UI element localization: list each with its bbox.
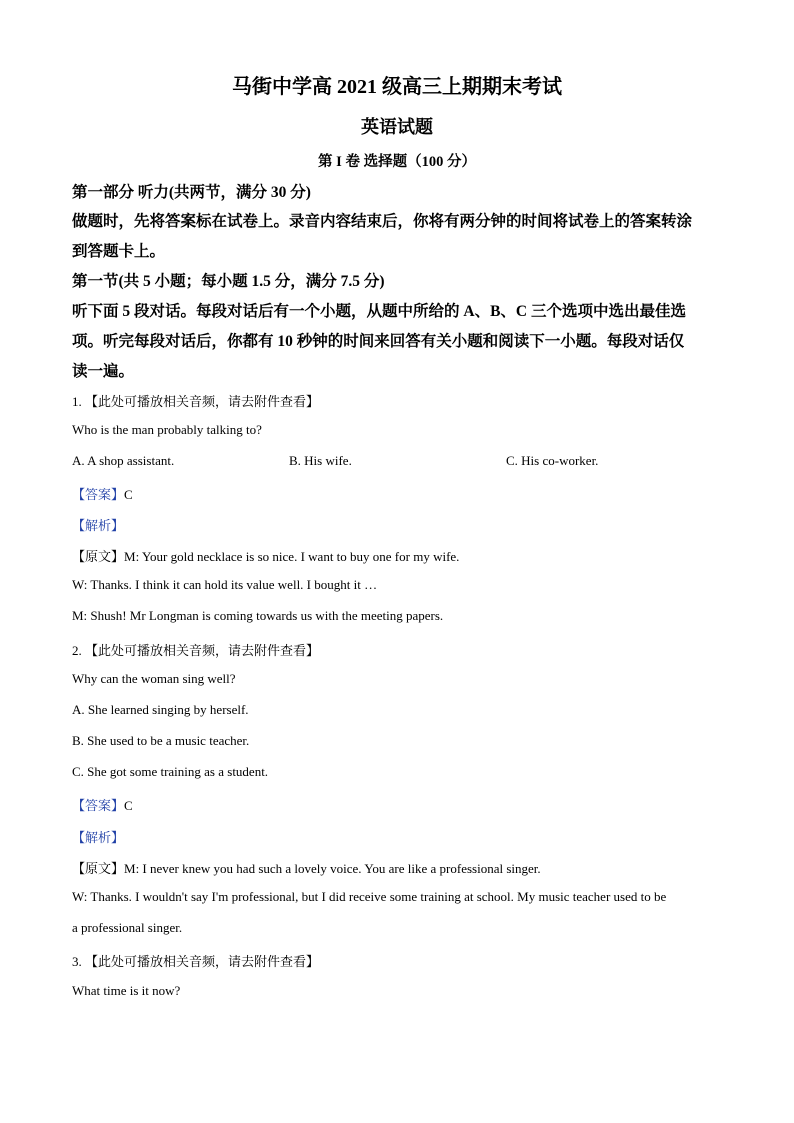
part1-heading: 第一部分 听力(共两节，满分 30 分) xyxy=(72,184,311,201)
q2-option-c: C. She got some training as a student. xyxy=(72,764,269,779)
q3-audio-header: 3. 【此处可播放相关音频，请去附件查看】 xyxy=(72,954,320,969)
q2-option-b: B. She used to be a music teacher. xyxy=(72,733,250,748)
section1-line-1: 听下面 5 段对话。每段对话后有一个小题，从题中所给的 A、B、C 三个选项中选出最佳选 xyxy=(72,303,686,320)
q1-transcript-line-3: M: Shush! Mr Longman is coming towards us with the meeting papers. xyxy=(72,608,444,623)
q1-answer xyxy=(72,484,742,503)
q1-option-c: C. His co-worker. xyxy=(506,453,599,468)
volume-heading: 第 I 卷 选择题（100 分） xyxy=(318,154,476,170)
q2-analysis-tag: 【解析】 xyxy=(72,830,125,845)
section1-line-3: 读一遍。 xyxy=(72,363,135,380)
q1-option-a: A. A shop assistant. xyxy=(72,453,175,468)
answer-tag: 【答案】 xyxy=(72,487,125,502)
q2-option-a: A. She learned singing by herself. xyxy=(72,702,249,717)
section1-heading: 第一节(共 5 小题；每小题 1.5 分，满分 7.5 分) xyxy=(72,273,385,290)
q1-audio-header: 1. 【此处可播放相关音频，请去附件查看】 xyxy=(72,394,320,409)
q1-transcript-line-2: W: Thanks. I think it can hold its value well. I bought it … xyxy=(72,577,378,592)
q2-answer xyxy=(72,795,742,814)
q2-transcript-line-2: W: Thanks. I wouldn't say I'm professional, but I did receive some training at school. My music teacher used to be xyxy=(72,889,667,904)
q1-transcript-text-1: M: Your gold necklace is so nice. I want to buy one for my wife. xyxy=(124,549,460,564)
q1-question: Who is the man probably talking to? xyxy=(72,422,262,437)
q1-answer-value: C xyxy=(124,487,133,502)
q2-transcript-line-1 xyxy=(72,858,742,877)
original-tag: 【原文】 xyxy=(72,549,125,564)
q1-option-b: B. His wife. xyxy=(289,453,352,468)
exam-title: 马街中学高 2021 级高三上期期末考试 xyxy=(232,76,562,98)
q3-question: What time is it now? xyxy=(72,983,181,998)
q2-transcript-text-1: M: I never knew you had such a lovely voice. You are like a professional singer. xyxy=(124,861,541,876)
exam-subtitle: 英语试题 xyxy=(361,117,433,137)
original-tag: 【原文】 xyxy=(72,861,125,876)
q2-transcript-line-3: a professional singer. xyxy=(72,920,183,935)
answer-tag: 【答案】 xyxy=(72,798,125,813)
q1-analysis-tag: 【解析】 xyxy=(72,518,125,533)
instructions-line-1: 做题时，先将答案标在试卷上。录音内容结束后，你将有两分钟的时间将试卷上的答案转涂 xyxy=(72,213,693,230)
q2-answer-value: C xyxy=(124,798,133,813)
q2-audio-header: 2. 【此处可播放相关音频，请去附件查看】 xyxy=(72,643,320,658)
instructions-line-2: 到答题卡上。 xyxy=(72,243,166,260)
section1-line-2: 项。听完每段对话后，你都有 10 秒钟的时间来回答有关小题和阅读下一小题。每段对话仅 xyxy=(72,333,685,350)
q2-question: Why can the woman sing well? xyxy=(72,671,236,686)
q1-transcript-line-1 xyxy=(72,546,742,565)
